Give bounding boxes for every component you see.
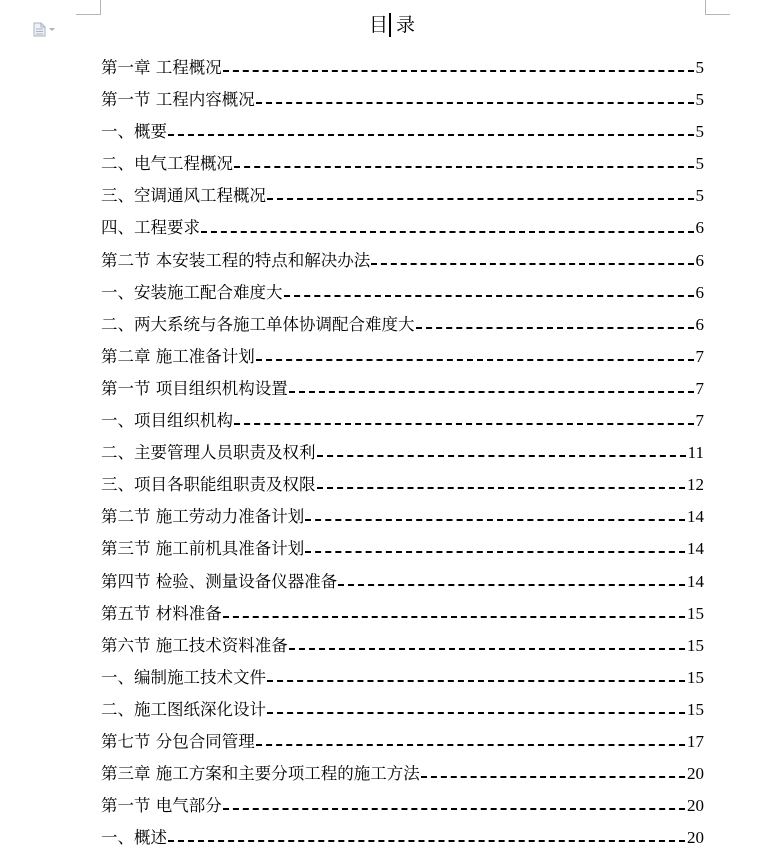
toc-dot-leader	[234, 423, 694, 425]
toc-dot-leader	[317, 487, 686, 489]
toc-dot-leader	[256, 359, 694, 361]
toc-entry[interactable]	[101, 533, 704, 565]
toc-entry[interactable]	[101, 405, 704, 437]
toc-entry-label: 二、两大系统与各施工单体协调配合难度大	[101, 314, 415, 334]
toc-dot-leader	[338, 584, 685, 586]
toc-entry-label: 第二节 施工劳动力准备计划	[101, 507, 305, 527]
toc-entry[interactable]	[101, 212, 704, 244]
toc-entry[interactable]	[101, 148, 704, 180]
toc-page-number: 6	[695, 218, 704, 238]
toc-dot-leader	[168, 134, 694, 136]
toc-entry[interactable]	[101, 469, 704, 501]
toc-dot-leader	[223, 70, 694, 72]
toc-page-number: 6	[695, 250, 704, 270]
toc-entry-label: 第一节 工程内容概况	[101, 90, 255, 110]
toc-dot-leader	[234, 166, 694, 168]
toc-dot-leader	[371, 263, 693, 265]
toc-page-number: 11	[687, 443, 704, 463]
toc-entry-label: 第四节 检验、测量设备仪器准备	[101, 571, 338, 591]
toc-entry-label: 第三章 施工方案和主要分项工程的施工方法	[101, 764, 420, 784]
toc-entry[interactable]	[101, 180, 704, 212]
toc-entry-label: 第一章 工程概况	[101, 58, 222, 77]
toc-dot-leader	[267, 712, 685, 714]
toc-entry-label: 第一节 项目组织机构设置	[101, 378, 288, 398]
toc-entry-label: 一、编制施工技术文件	[101, 667, 266, 687]
toc-page-number: 5	[695, 90, 704, 110]
toc-dot-leader	[289, 391, 694, 393]
toc-dot-leader	[223, 808, 685, 810]
toc-page-number: 15	[687, 635, 704, 655]
toc-page-number: 14	[687, 539, 704, 559]
toc-dot-leader	[284, 295, 694, 297]
toc-page-number: 6	[695, 282, 704, 302]
toc-page-number: 20	[687, 828, 704, 848]
toc-entry[interactable]	[101, 694, 704, 726]
toc-dot-leader	[168, 840, 685, 842]
toc-page-number: 7	[695, 346, 704, 366]
toc-entry[interactable]	[101, 501, 704, 533]
toc-page-number: 5	[695, 122, 704, 142]
toc-entry[interactable]	[101, 341, 704, 373]
toc-page-number: 5	[695, 58, 704, 77]
toc-entry-label: 第三节 施工前机具准备计划	[101, 539, 305, 559]
toc-entry-label: 第二节 本安装工程的特点和解决办法	[101, 250, 371, 270]
toc-dot-leader	[267, 198, 694, 200]
toc-page-number: 15	[687, 667, 704, 687]
toc-page-number: 20	[687, 796, 704, 816]
toc-entry-label: 一、概述	[101, 828, 167, 848]
toc-entry-label: 第二章 施工准备计划	[101, 346, 255, 366]
toc-entry-label: 第一节 电气部分	[101, 796, 222, 816]
toc-entry-label: 四、工程要求	[101, 218, 200, 238]
toc-entry-label: 二、施工图纸深化设计	[101, 699, 266, 719]
toc-page-number: 5	[695, 154, 704, 174]
toc-dot-leader	[416, 327, 694, 329]
toc-entry[interactable]	[101, 598, 704, 630]
toc-entry[interactable]	[101, 84, 704, 116]
toc-entry[interactable]	[101, 437, 704, 469]
toc-entry-label: 二、电气工程概况	[101, 154, 233, 174]
toc-page-number: 6	[695, 314, 704, 334]
toc-entry[interactable]	[101, 758, 704, 790]
toc-entry-label: 三、空调通风工程概况	[101, 186, 266, 206]
toc-entry[interactable]	[101, 662, 704, 694]
toc-page-number: 17	[687, 731, 704, 751]
toc-entry-label: 二、主要管理人员职责及权利	[101, 443, 316, 463]
toc-entry[interactable]	[101, 373, 704, 405]
toc-entry-label: 三、项目各职能组职责及权限	[101, 475, 316, 495]
toc-page-number: 15	[687, 699, 704, 719]
toc-page-number: 5	[695, 186, 704, 206]
toc-list	[101, 52, 704, 854]
toc-page-number: 7	[695, 378, 704, 398]
toc-dot-leader	[305, 551, 685, 553]
toc-entry-label: 第六节 施工技术资料准备	[101, 635, 288, 655]
toc-page-number: 12	[687, 475, 704, 495]
toc-dot-leader	[421, 776, 685, 778]
toc-dot-leader	[317, 455, 686, 457]
toc-page-number: 20	[687, 764, 704, 784]
toc-entry[interactable]	[101, 630, 704, 662]
toc-entry[interactable]	[101, 790, 704, 822]
toc-entry[interactable]	[101, 566, 704, 598]
toc-entry-label: 第五节 材料准备	[101, 603, 222, 623]
toc-page-number: 14	[687, 507, 704, 527]
toc-dot-leader	[223, 616, 685, 618]
toc-page-number: 15	[687, 603, 704, 623]
toc-entry[interactable]	[101, 822, 704, 854]
toc-entry[interactable]	[101, 245, 704, 277]
toc-title	[0, 10, 779, 40]
toc-entry[interactable]	[101, 116, 704, 148]
toc-title-text: 目 录	[368, 14, 417, 36]
toc-dot-leader	[289, 648, 685, 650]
toc-page-number: 7	[695, 411, 704, 431]
toc-page-number: 14	[687, 571, 704, 591]
toc-dot-leader	[267, 680, 685, 682]
toc-dot-leader	[256, 102, 694, 104]
toc-entry-label: 第七节 分包合同管理	[101, 731, 255, 751]
toc-entry-label: 一、概要	[101, 122, 167, 142]
toc-entry[interactable]	[101, 52, 704, 84]
toc-dot-leader	[305, 519, 685, 521]
toc-entry[interactable]	[101, 726, 704, 758]
toc-dot-leader	[201, 231, 694, 233]
toc-entry-label: 一、安装施工配合难度大	[101, 282, 283, 302]
toc-entry[interactable]	[101, 277, 704, 309]
toc-entry[interactable]	[101, 309, 704, 341]
toc-dot-leader	[256, 744, 685, 746]
toc-entry-label: 一、项目组织机构	[101, 411, 233, 431]
